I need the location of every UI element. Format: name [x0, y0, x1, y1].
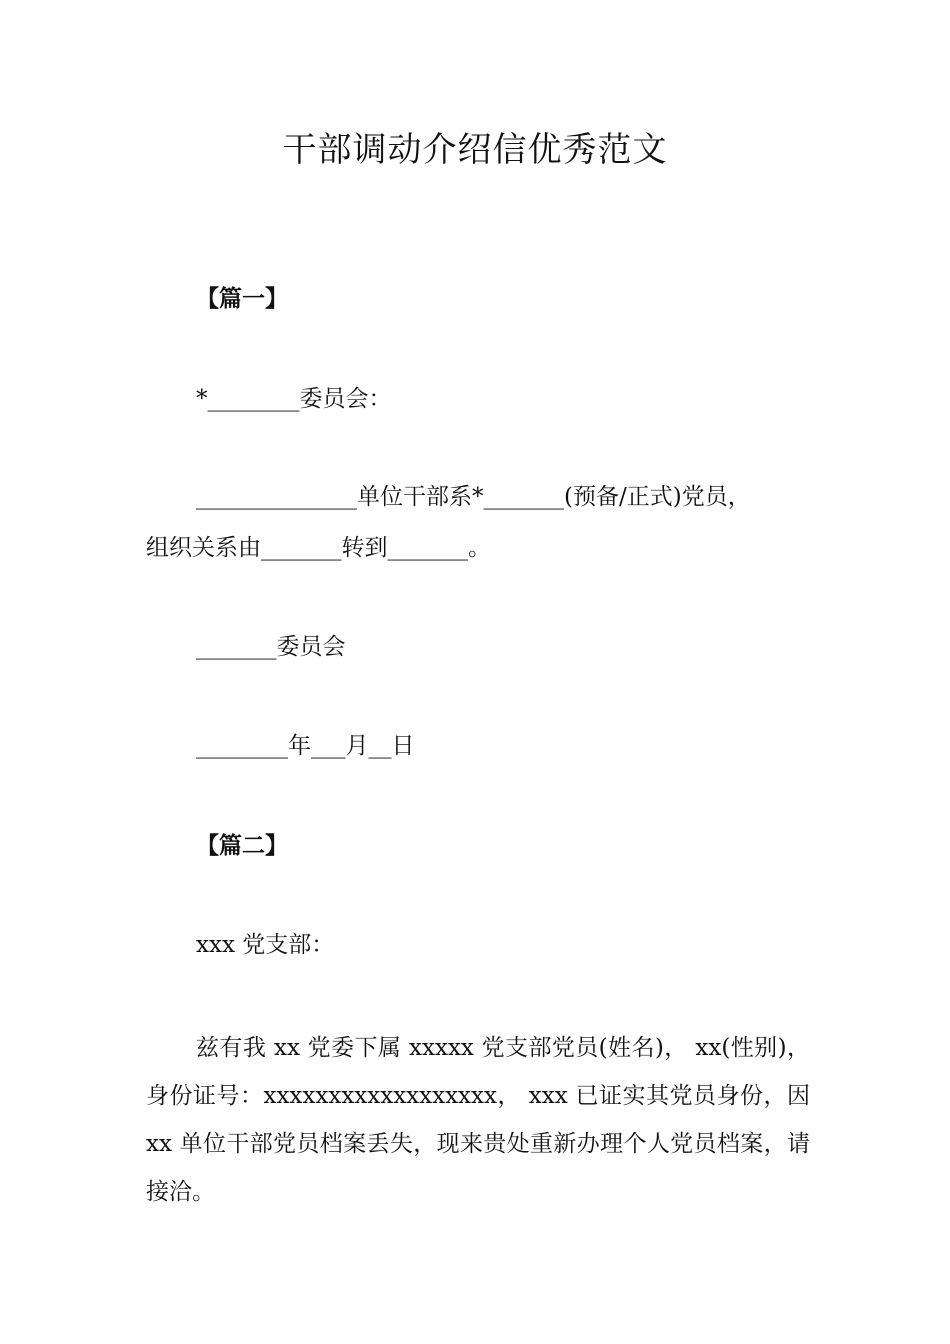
salutation-1: *________委员会： — [196, 386, 392, 412]
date-line: ________年___月__日 — [196, 733, 415, 759]
body-paragraph-2: 兹有我 xx 党委下属 xxxxx 党支部党员(姓名)， xx(性别)，身份证号：xxxxxxxxxxxxxxxxxx， xxx 已证实其党员身份，因 xx 单位干部党员档案丢失，现来贵处重新办理个人党员档案，请接洽。 — [146, 1035, 810, 1205]
body-line-2: 组织关系由_______转到_______。 — [146, 535, 491, 561]
document-title: 干部调动介绍信优秀范文 — [282, 130, 668, 170]
signature-committee: _______委员会 — [196, 634, 346, 660]
section-heading-1: 【篇一】 — [196, 286, 288, 312]
body-line-1: ______________单位干部系*_______(预备/正式)党员， — [196, 484, 751, 510]
section-heading-2: 【篇二】 — [196, 833, 288, 859]
salutation-2: xxx 党支部： — [196, 932, 335, 958]
